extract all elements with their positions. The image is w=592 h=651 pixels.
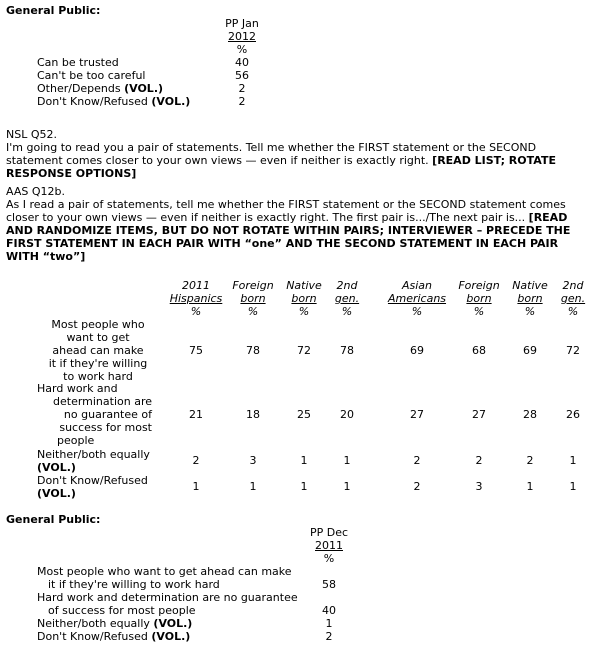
col-header-l1: 2nd [336,279,358,292]
row-label-line: Don't Know/Refused [37,474,148,487]
section2-row-label: Most people who want to get ahead can make [37,565,292,578]
vol-tag: (VOL.) [37,487,76,500]
section1-row-value: 2 [238,82,246,95]
col-header-pct: % [247,305,259,318]
col-header-l1: Native [286,279,322,292]
row-label-line: Neither/both equally [37,448,150,461]
table-cell: 1 [300,454,308,467]
col-header-l2: born [466,292,492,305]
section2-row-label: Don't Know/Refused (VOL.) [37,630,191,643]
section1-row-value: 2 [238,95,246,108]
row-label-line: it if they're willing [48,357,148,370]
table-cell: 21 [189,408,203,421]
section2-col-line1: PP Dec [309,526,349,539]
section1-row-value: 40 [235,56,249,69]
col-header-l1: Asian [401,279,433,292]
nsl-question-text: I'm going to read you a pair of statements. Tell me whether the FIRST statement or the SECOND statement comes closer to your own views — even if neither is exactly right. [READ LIST; ROTATE RESPONSE OPTIONS] [6,141,556,180]
row-label-line: Most people who [51,318,145,331]
col-header-l1: Foreign [232,279,274,292]
col-header-l2: Americans [387,292,447,305]
aas-instruction: [READ AND RANDOMIZE ITEMS, BUT DO NOT ROTATE WITHIN PAIRS; INTERVIEWER – PRECEDE THE FIRST STATEMENT IN EACH PAIR WITH “one” AND THE SECOND STATEMENT IN EACH PAIR WITH “two”] [6,211,571,263]
section2-row-label: Hard work and determination are no guarantee [37,591,298,604]
col-header-l1: Native [512,279,548,292]
col-header-l1: 2011 [182,279,210,292]
section2-row-value: 2 [325,630,333,643]
section2-row-value: 1 [325,617,333,630]
row-label-line: no guarantee of [63,408,152,421]
table-cell: 26 [566,408,580,421]
section1-row-label: Can be trusted [37,56,119,69]
aas-question-id: AAS Q12b. [6,185,65,198]
table-cell: 72 [297,344,311,357]
aas-question-text: As I read a pair of statements, tell me whether the FIRST statement or the SECOND statement comes closer to your own views — even if neither is exactly right. The first pair is.../The next pair is... [READ AND RANDOMIZE ITEMS, BUT DO NOT ROTATE WITHIN PAIRS; INTERVIEWER – PRECEDE THE FIRST STATEMENT IN EACH PAIR WITH “one” AND THE SECOND STATEMENT IN EACH PAIR WITH “two”] [6,198,571,263]
col-header-pct: % [190,305,202,318]
table-cell: 25 [297,408,311,421]
row-label-line: people [57,434,95,447]
table-cell: 27 [410,408,424,421]
table-cell: 78 [340,344,354,357]
section2-col-pct: % [323,552,335,565]
table-cell: 2 [192,454,200,467]
table-cell: 28 [523,408,537,421]
col-header-l2: Hispanics [169,292,223,305]
table-cell: 2 [526,454,534,467]
row-label-line: to work hard [63,370,133,383]
col-header-l2: born [517,292,543,305]
table-cell: 1 [343,454,351,467]
table-cell: 18 [246,408,260,421]
section2-row-label: Neither/both equally (VOL.) [37,617,193,630]
vol-tag: (VOL.) [151,630,191,643]
col-header-pct: % [473,305,485,318]
vol-tag: (VOL.) [153,617,193,630]
table-cell: 72 [566,344,580,357]
col-header-pct: % [524,305,536,318]
section2-heading: General Public: [6,513,101,526]
table-cell: 69 [523,344,537,357]
col-header-l2: gen. [560,292,586,305]
section1-col-pct: % [236,43,248,56]
col-header-l2: born [240,292,266,305]
vol-tag: (VOL.) [124,82,164,95]
nsl-question-id: NSL Q52. [6,128,57,141]
table-cell: 1 [300,480,308,493]
table-cell: 1 [192,480,200,493]
section1-row-label: Other/Depends (VOL.) [37,82,164,95]
col-header-l1: Foreign [458,279,500,292]
col-header-pct: % [341,305,353,318]
section1-row-label: Don't Know/Refused (VOL.) [37,95,191,108]
table-cell: 69 [410,344,424,357]
table-cell: 75 [189,344,203,357]
section1-heading: General Public: [6,4,101,17]
vol-tag: (VOL.) [37,461,76,474]
section1-col-line1: PP Jan [225,17,259,30]
section2-row-label-cont: it if they're willing to work hard [48,578,220,591]
table-cell: 1 [249,480,257,493]
col-header-pct: % [298,305,310,318]
vol-tag: (VOL.) [151,95,191,108]
table-cell: 2 [475,454,483,467]
section2-row-value: 58 [322,578,336,591]
section2-row-label-cont: of success for most people [48,604,196,617]
table-cell: 2 [413,454,421,467]
row-label-line: want to get [66,331,130,344]
col-header-pct: % [411,305,423,318]
row-label-line: determination are [53,395,152,408]
table-cell: 2 [413,480,421,493]
section1-col-line2: 2012 [228,30,256,43]
table-cell: 1 [343,480,351,493]
table-cell: 1 [569,454,577,467]
table-cell: 3 [249,454,257,467]
section2-col-line2: 2011 [315,539,343,552]
section1-row-value: 56 [235,69,249,82]
section2-row-value: 40 [322,604,336,617]
row-label-line: Hard work and [37,382,118,395]
table-cell: 68 [472,344,486,357]
section1-row-label: Can't be too careful [37,69,146,82]
col-header-pct: % [567,305,579,318]
table-cell: 3 [475,480,483,493]
table-cell: 1 [526,480,534,493]
table-cell: 1 [569,480,577,493]
row-label-line: success for most [59,421,152,434]
nsl-instruction: [READ LIST; ROTATE RESPONSE OPTIONS] [6,154,556,180]
col-header-l1: 2nd [562,279,584,292]
table-cell: 20 [340,408,354,421]
col-header-l2: born [291,292,317,305]
col-header-l2: gen. [334,292,360,305]
table-cell: 78 [246,344,260,357]
row-label-line: ahead can make [52,344,144,357]
table-cell: 27 [472,408,486,421]
